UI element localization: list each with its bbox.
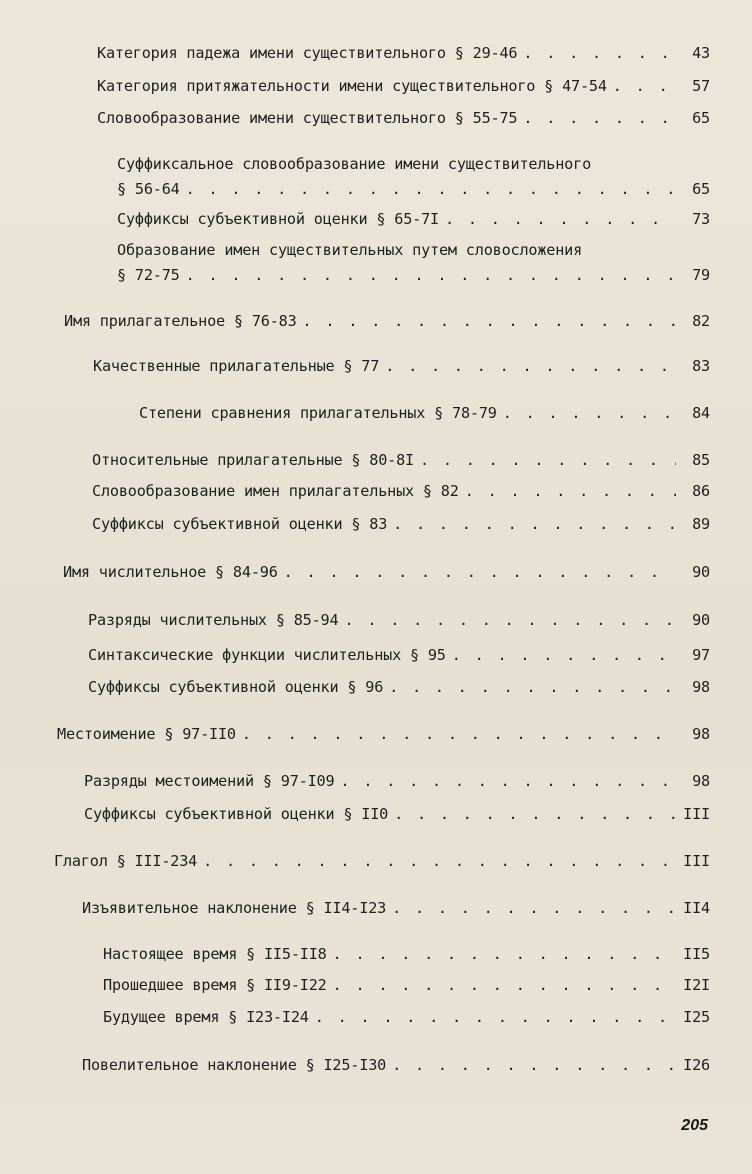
toc-leader-dots	[203, 852, 676, 870]
toc-entry	[92, 515, 710, 533]
toc-entry-page: 97	[692, 646, 710, 664]
toc-entry-page: 83	[692, 357, 710, 375]
toc-entry-title: Разряды числительных § 85-94	[88, 611, 339, 629]
toc-entry-page: 82	[692, 312, 710, 330]
toc-entry-page: 43	[692, 44, 710, 62]
toc-entry	[103, 976, 710, 994]
toc-entry-title: Разряды местоимений § 97-I09	[84, 772, 335, 790]
toc-entry-title: Местоимение § 97-II0	[57, 725, 236, 743]
toc-entry-page: 98	[692, 678, 710, 696]
toc-entry-page: 98	[692, 725, 710, 743]
toc-leader-dots	[284, 563, 676, 581]
toc-entry-page: 89	[692, 515, 710, 533]
toc-entry-title: Суффиксы субъективной оценки § 96	[88, 678, 384, 696]
toc-entry-page: 73	[692, 210, 710, 228]
toc-entry-page: 90	[692, 611, 710, 629]
toc-entry-title: Будущее время § I23-I24	[103, 1008, 309, 1026]
toc-entry-page: 90	[692, 563, 710, 581]
toc-entry	[88, 646, 710, 664]
toc-entry-page: 98	[692, 772, 710, 790]
toc-entry-title: Глагол § III-234	[54, 852, 198, 870]
toc-leader-dots	[445, 210, 676, 228]
toc-entry	[57, 725, 710, 743]
toc-leader-dots	[393, 515, 676, 533]
toc-entry-title: Синтаксические функции числительных § 95	[88, 646, 446, 664]
toc-leader-dots	[389, 678, 676, 696]
toc-entry-title: Имя числительное § 84-96	[63, 563, 278, 581]
toc-entry-title: Качественные прилагательные § 77	[93, 357, 380, 375]
toc-leader-dots	[385, 357, 676, 375]
toc-entry-title: Словообразование имени существительного § 55-75	[97, 109, 518, 127]
toc-entry-title: Повелительное наклонение § I25-I30	[82, 1056, 387, 1074]
toc-leader-dots	[303, 312, 676, 330]
toc-entry	[88, 611, 710, 629]
toc-entry-title: Степени сравнения прилагательных § 78-79	[139, 404, 497, 422]
toc-leader-dots	[186, 266, 676, 284]
toc-leader-dots	[392, 1056, 676, 1074]
toc-entry-page: I26	[683, 1056, 710, 1074]
page-number: 205	[681, 1117, 708, 1134]
toc-entry-page: III	[683, 805, 710, 823]
toc-entry-title: Словообразование имен прилагательных § 82	[92, 482, 459, 500]
toc-entry	[97, 77, 710, 95]
toc-leader-dots	[392, 899, 676, 917]
toc-entry	[82, 899, 710, 917]
toc-leader-dots	[315, 1008, 676, 1026]
toc-leader-dots	[523, 44, 676, 62]
toc-leader-dots	[344, 611, 676, 629]
toc-entry-page: 86	[692, 482, 710, 500]
toc-entry-page: I25	[683, 1008, 710, 1026]
toc-entry-title: § 72-75	[117, 266, 180, 284]
toc-leader-dots	[186, 180, 676, 198]
toc-entry-title: Суффиксы субъективной оценки § 65-7I	[117, 210, 439, 228]
toc-entry	[88, 678, 710, 696]
toc-entry-title: Суффиксы субъективной оценки § 83	[92, 515, 388, 533]
toc-entry	[64, 312, 710, 330]
toc-entry-title: Изъявительное наклонение § II4-I23	[82, 899, 387, 917]
toc-entry-page: 79	[692, 266, 710, 284]
toc-leader-dots	[242, 725, 676, 743]
toc-leader-dots	[523, 109, 676, 127]
toc-leader-dots	[503, 404, 676, 422]
toc-leader-dots	[465, 482, 676, 500]
toc-entry-page: 65	[692, 180, 710, 198]
toc-entry	[54, 852, 710, 870]
toc-entry-page: III	[683, 852, 710, 870]
toc-leader-dots	[340, 772, 676, 790]
toc-entry-page: 65	[692, 109, 710, 127]
toc-entry-title: Образование имен существительных путем словосложения	[117, 241, 583, 259]
toc-leader-dots	[394, 805, 676, 823]
toc-entry	[117, 210, 710, 228]
toc-leader-dots	[452, 646, 676, 664]
toc-entry-page: II5	[683, 945, 710, 963]
toc-entry	[93, 357, 710, 375]
toc-entry-title: Суффиксы субъективной оценки § II0	[84, 805, 389, 823]
toc-entry	[84, 772, 710, 790]
toc-entry-title: Относительные прилагательные § 80-8I	[92, 451, 414, 469]
toc-entry-page: II4	[683, 899, 710, 917]
toc-entry-title: Прошедшее время § II9-I22	[103, 976, 327, 994]
toc-entry	[97, 44, 710, 62]
toc-entry-page: I2I	[683, 976, 710, 994]
toc-entry-title: § 56-64	[117, 180, 180, 198]
toc-entry	[82, 1056, 710, 1074]
toc-entry-title: Суффиксальное словообразование имени существительного	[117, 155, 592, 173]
toc-entry	[139, 404, 710, 422]
toc-leader-dots	[333, 976, 676, 994]
toc-entry	[97, 109, 710, 127]
toc-entry	[63, 563, 710, 581]
toc-entry	[92, 482, 710, 500]
toc-entry	[103, 1008, 710, 1026]
toc-leader-dots	[333, 945, 676, 963]
toc-leader-dots	[613, 77, 676, 95]
toc-entry	[117, 266, 710, 284]
toc-entry-title: Категория падежа имени существительного § 29-46	[97, 44, 518, 62]
toc-entry-page: 85	[692, 451, 710, 469]
toc-entry-title: Имя прилагательное § 76-83	[64, 312, 297, 330]
toc-entry	[92, 451, 710, 469]
toc-entry-title: Настоящее время § II5-II8	[103, 945, 327, 963]
toc-entry-page: 84	[692, 404, 710, 422]
toc-entry	[117, 180, 710, 198]
toc-entry-page: 57	[692, 77, 710, 95]
toc-entry	[103, 945, 710, 963]
toc-entry	[84, 805, 710, 823]
toc-entry-title: Категория притяжательности имени существительного § 47-54	[97, 77, 607, 95]
toc-leader-dots	[420, 451, 676, 469]
